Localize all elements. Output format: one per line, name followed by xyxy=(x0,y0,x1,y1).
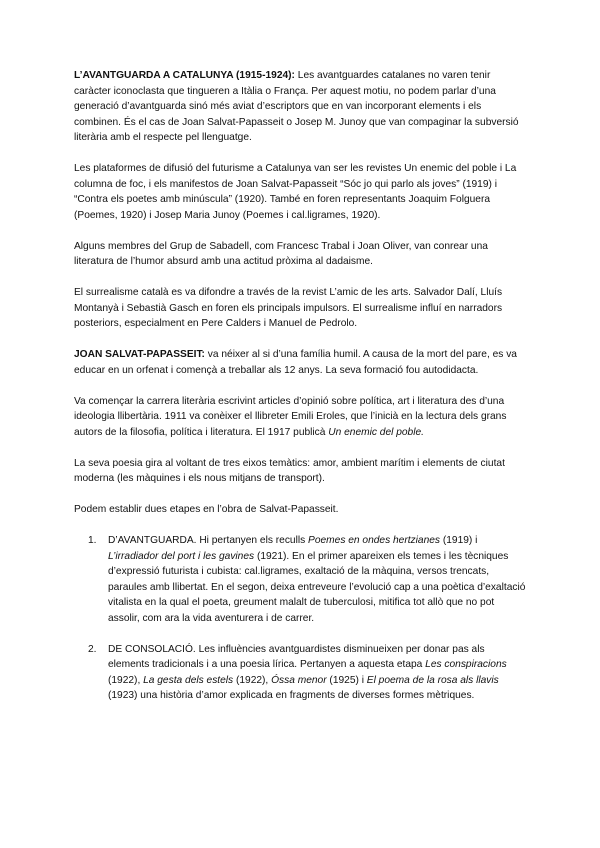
list-text: (1923) una història d’amor explicada en fragments de diverses formes mètriques. xyxy=(108,690,475,701)
paragraph-avantguarda-intro xyxy=(74,68,526,146)
paragraph-text: va néixer al si d’una família humil. A causa de la mort del pare, es va educar en un orfenat i començà a treballar als 12 anys. La seva formació fou autodidacta. xyxy=(74,349,517,376)
paragraph-text: Va començar la carrera literària escrivint articles d’opinió sobre política, art i literatura des d’una ideologia llibertària. 1911 va conèixer el llibreter Emili Eroles, que l’inicià en la lectura dels grans autors de la filosofia, política i literatura. El 1917 publicà xyxy=(74,395,507,438)
paragraph-text: Les avantguardes catalanes no varen tenir caràcter iconoclasta que tingueren a Itàlia o França. Per aquest motiu, no podem parlar d’una generació d’avantguarda sinó més aviat d’escriptors que en van incorporant elements i els combinen. És el cas de Joan Salvat-Papasseit o Josep M. Junoy que van compaginar la subversió literària amb el respecte pel llenguatge. xyxy=(74,70,519,143)
list-item xyxy=(74,642,526,704)
paragraph-eixos xyxy=(74,456,526,487)
section-heading-salvat: JOAN SALVAT-PAPASSEIT: xyxy=(74,349,205,360)
paragraph-text: Podem establir dues etapes en l’obra de Salvat-Papasseit. xyxy=(74,504,339,515)
list-text: (1925) i xyxy=(326,674,367,686)
paragraph-grup-sabadell xyxy=(74,239,526,270)
book-title: Óssa menor xyxy=(271,674,327,686)
list-text: (1922), xyxy=(108,674,144,686)
paragraph-carrera xyxy=(74,394,526,441)
section-heading-avantguarda: L’AVANTGUARDA A CATALUNYA (1915-1924): xyxy=(74,70,295,81)
book-title: Les conspiracions xyxy=(425,659,507,670)
list-text: (1922), xyxy=(233,674,272,686)
list-number: 1. xyxy=(88,535,97,546)
book-title: La gesta dels estels xyxy=(143,674,234,686)
stages-list xyxy=(74,533,526,704)
list-text: (1919) i xyxy=(440,535,478,546)
paragraph-futurisme xyxy=(74,161,526,223)
paragraph-text: El surrealisme català es va difondre a través de la revist L’amic de les arts. Salvador Dalí, Lluís Montanyà i Sebastià Gasch en foren els principals impulsors. El surrealisme influí en narradors posteriors, especialment en Pere Calders i Manuel de Pedrolo. xyxy=(74,287,503,329)
book-title: El poema de la rosa als llavis xyxy=(366,674,499,686)
paragraph-text: Alguns membres del Grup de Sabadell, com Francesc Trabal i Joan Oliver, van conrear una literatura de l’humor absurd amb una actitud pròxima al dadaisme. xyxy=(74,240,488,267)
paragraph-etapes xyxy=(74,502,526,518)
list-text: D’AVANTGUARDA. Hi pertanyen els reculls xyxy=(108,535,309,546)
book-title: Un enemic del poble. xyxy=(328,426,424,438)
paragraph-salvat-bio xyxy=(74,347,526,378)
book-title: Poemes en ondes hertzianes xyxy=(308,535,441,546)
paragraph-text: Les plataformes de difusió del futurisme a Catalunya van ser les revistes Un enemic del poble i La columna de foc, i els manifestos de Joan Salvat-Papasseit “Sóc jo qui parlo als joves” (1919) i “Contra els poetes amb minúscula” (1920). També en foren representants Joaquim Folguera (Poemes, 1920) i Josep Maria Junoy (Poemes i cal.ligrames, 1920). xyxy=(74,163,517,221)
list-number: 2. xyxy=(88,643,97,655)
list-text: (1921). En el primer apareixen els temes i les tècniques d’expressió futurista i cubista: cal.ligrames, exaltació de la màquina, versos trencats, paraules amb llibertat. En el segon, deixa entreveure l’evolució cap a una poètica d’exaltació vitalista en la qual el poeta, greument malalt de tuberculosi, mitifica tot allò que no pot assolir, com ara la vida aventurera i de carrer. xyxy=(108,550,526,624)
list-text: DE CONSOLACIÓ. Les influències avantguardistes disminueixen per donar pas als elements tradicionals i a una poesia lírica. Pertanyen a aquesta etapa xyxy=(108,643,485,670)
list-item xyxy=(74,533,526,626)
paragraph-text: La seva poesia gira al voltant de tres eixos temàtics: amor, ambient marítim i elements de ciutat moderna (les màquines i els nous mitjans de transport). xyxy=(74,457,505,484)
book-title: L’irradiador del port i les gavines xyxy=(108,550,255,562)
paragraph-surrealisme xyxy=(74,285,526,332)
